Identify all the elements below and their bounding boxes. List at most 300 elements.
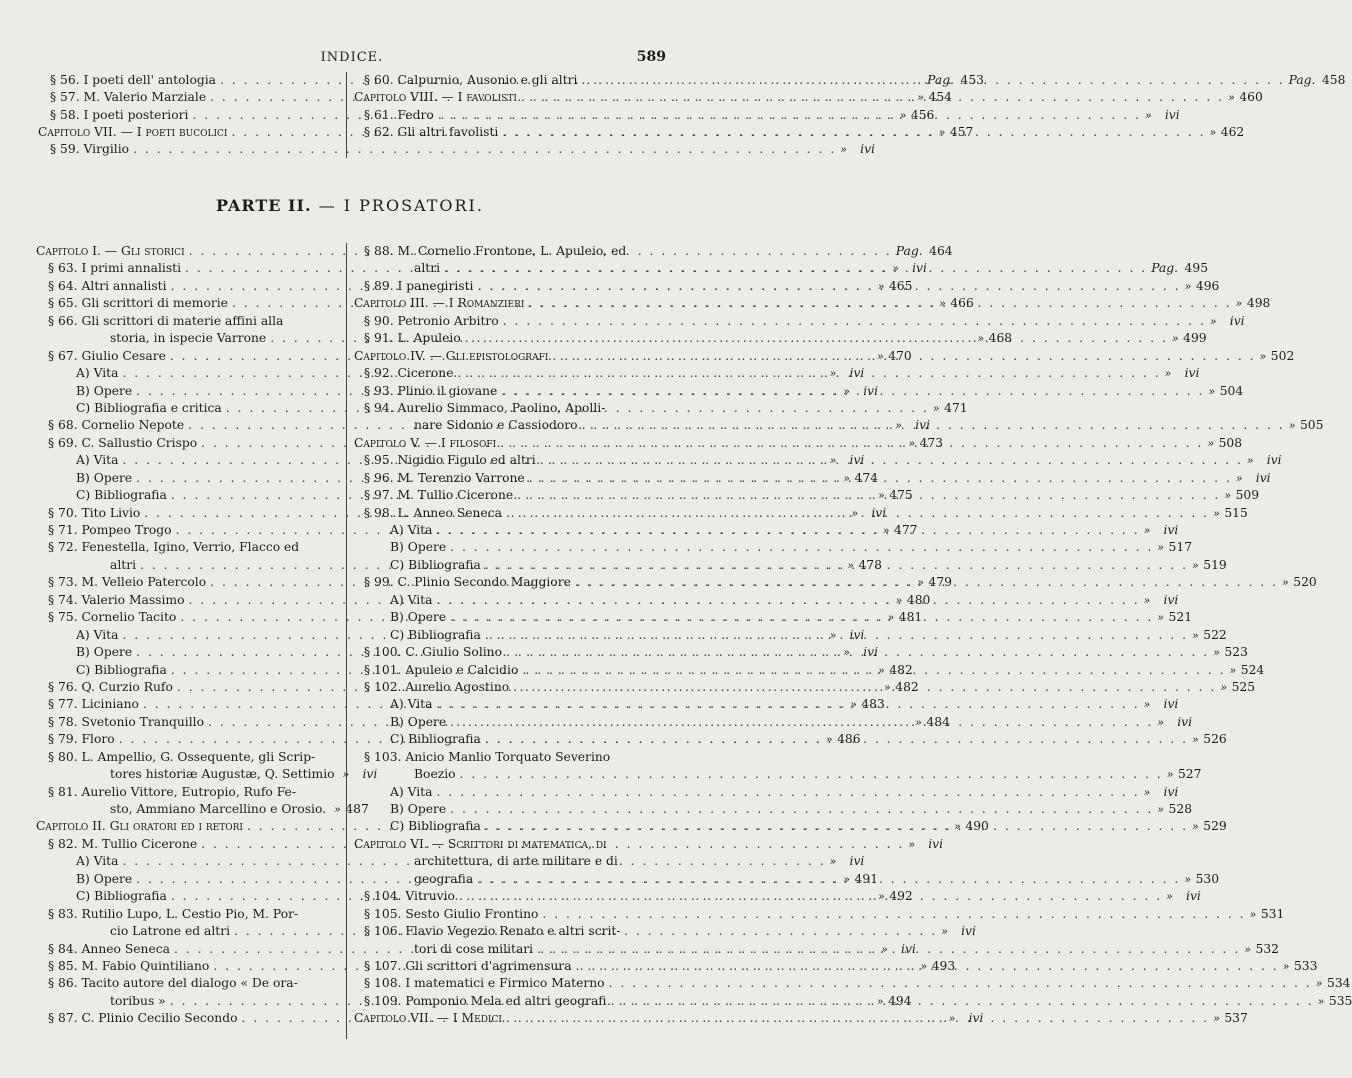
part-title [0,196,700,215]
toc-entry-title: C) Bibliografia [76,488,167,503]
ditto-mark: » [851,506,859,520]
dot-leader [506,644,1209,661]
dot-leader [502,124,1205,141]
toc-page-number: 483 [861,697,885,712]
toc-entry-title: § 61. Fedro [364,107,434,122]
toc-entry-title: C) Bibliografia [390,557,481,572]
toc-page-number: 486 [837,732,861,747]
toc-entry-title: Capitolo VIII. — I favolisti [354,90,517,105]
ditto-mark: » [1192,628,1199,642]
dot-leader [458,365,1161,382]
ditto-mark: » [1288,419,1296,433]
toc-page-number: ivi [860,142,875,157]
toc-page-number: 492 [889,889,913,904]
part-title-prefix: PARTE II. [216,196,312,215]
dot-leader [436,522,1139,539]
ditto-mark: » [1143,785,1151,799]
ditto-mark: » [878,890,885,904]
toc-page-number: 493 [931,958,956,973]
toc-page-number: 517 [1168,540,1193,555]
dot-leader [460,766,1163,783]
toc-entry-title: Capitolo I. — Gli storici [36,244,185,258]
toc-entry [354,243,666,260]
toc-page-number: 457 [949,124,974,139]
ditto-mark: » [1317,994,1325,1008]
toc-entry-title: § 108. I matematici e Firmico Materno [364,976,605,991]
ditto-mark: » [829,367,837,381]
toc-page-number: ivi [968,1011,984,1026]
ditto-mark: » [920,959,928,973]
ditto-mark: » [1164,367,1172,381]
toc-entry-title: altri [414,261,441,276]
dot-leader [517,487,1220,504]
toc-entry [38,141,875,158]
ditto-mark: » [843,471,851,485]
ditto-mark: » [884,680,891,694]
ditto-mark: » [1157,715,1165,729]
ditto-mark: » [1192,733,1199,747]
toc-page-number: ivi [1255,470,1271,485]
toc-entry-title: § 96. M. Terenzio Varrone [364,470,525,485]
toc-entry-title: § 104. Vitruvio [364,889,455,904]
ditto-mark: » [1166,890,1173,904]
toc-page-number: 470 [888,348,912,363]
toc-entry-title: C) Bibliografia [390,627,481,642]
toc-entry-title: § 88. M. Cornelio Frontone, L. Apuleio, ed [364,244,627,258]
toc-page-number: 498 [1246,296,1271,311]
dot-leader [465,330,1168,347]
ditto-mark: » [334,803,341,816]
toc-entry [354,749,666,766]
toc-entry-title: B) Opere [76,470,133,485]
toc-entry-title: C) Bibliografia [390,732,481,747]
dot-leader [450,714,1153,731]
toc-entry-title: sto, Ammiano Marcellino e Orosio. [110,802,327,816]
dot-leader [581,72,1284,89]
ditto-mark: » [1184,872,1192,886]
dot-leader [450,539,1153,556]
dot-leader [459,888,1162,905]
toc-entry [354,923,666,940]
toc-page-number: ivi [1163,523,1179,537]
toc-page-number: ivi [1164,107,1180,122]
toc-entry [36,539,341,556]
dot-leader [575,574,1278,591]
toc-entry-title: § 58. I poeti posteriori [50,107,189,122]
toc-entry-title: § 72. Fenestella, Igino, Verrio, Flacco ed [48,540,300,555]
toc-page-number: 482 [889,662,913,677]
dot-leader [450,801,1153,818]
toc-entry [354,313,1245,330]
toc-entry-title: § 85. M. Fabio Quintiliano [48,958,210,973]
toc-page-number: ivi [849,854,865,869]
toc-page-number: 508 [1218,435,1243,450]
ditto-mark: » [954,820,961,834]
toc-entry-title: § 87. C. Plinio Cecilio Secondo [48,1011,238,1026]
dot-leader [501,383,1204,400]
toc-entry-title: § 77. Liciniano [48,697,139,712]
ditto-mark: » [1166,768,1174,782]
ditto-mark: » [1224,489,1232,503]
dot-leader [478,278,1181,295]
part-title-dash: — [318,196,337,215]
toc-entry [354,784,1179,801]
toc-entry-title: § 68. Cornelio Nepote [48,418,185,433]
toc-page-number: 484 [926,714,950,729]
toc-page-number: ivi [362,767,378,782]
toc-entry-title: § 75. Cornelio Tacito [48,610,177,625]
ditto-mark: » [877,349,884,363]
ditto-mark: » [1213,1012,1220,1026]
toc-entry-title: Boezio [414,767,456,782]
ditto-mark: » [882,524,890,537]
ditto-mark: » [1213,646,1220,660]
ditto-mark: » [847,558,854,572]
toc-entry-title: Capitolo VI. — Scrittori di matematica, di [354,836,607,851]
toc-entry-title: § 102. Aurelio Agostino [364,679,510,694]
toc-entry-title: § 60. Calpurnio, Ausonio e gli altri [364,73,578,87]
toc-entry-title: A) Vita [390,784,433,799]
toc-page-number: 453 [960,73,984,87]
ditto-mark: » [840,143,847,157]
dot-leader [540,452,1243,469]
toc-entry-title: tores historiæ Augustæ, Q. Settimio [110,767,335,782]
ditto-mark: » [938,125,946,139]
ditto-mark: » [1143,593,1151,607]
toc-page-number: 454 [928,90,952,105]
toc-entry [36,749,341,766]
toc-entry-title: Capitolo III. — I Romanzieri [354,296,525,311]
dot-leader [506,1010,1209,1027]
toc-entry [36,784,341,801]
dot-leader [552,348,1255,365]
page-abbrev: Pag. [1151,261,1179,276]
toc-entry-title: B) Opere [76,645,133,660]
toc-page-number: ivi [1229,313,1245,328]
toc-page-number: 495 [1184,261,1209,276]
toc-entry-title: § 105. Sesto Giulio Frontino [364,906,539,921]
ditto-mark: » [887,611,895,625]
ditto-mark: » [878,663,885,677]
toc-page-number: 462 [1220,124,1245,139]
ditto-mark: » [899,108,907,122]
dot-leader [438,107,1141,124]
toc-entry-title: B) Opere [76,871,133,886]
toc-page-number: 490 [965,819,989,834]
toc-entry-title: § 80. L. Ampellio, G. Ossequente, gli Scrip- [48,749,316,764]
dot-leader [133,141,836,158]
toc-page-number: 515 [1224,505,1248,520]
dot-leader [611,993,1314,1010]
toc-page-number: 460 [1239,90,1263,105]
toc-entry-title: § 63. I primi annalisti [48,261,182,276]
ditto-mark: » [892,262,899,276]
ditto-mark: » [1235,297,1243,311]
dot-leader [513,679,1216,696]
toc-entry-title: Capitolo II. Gli oratori ed i retori [36,819,243,834]
toc-entry-title: § 100. C. Giulio Solino [364,645,503,660]
ditto-mark: » [829,454,837,468]
ditto-mark: » [843,646,851,660]
toc-page-number: ivi [915,418,931,433]
ditto-mark: » [1143,698,1151,712]
toc-entry-title: tori di cose militari [414,941,534,956]
toc-page-number: ivi [863,383,879,398]
ditto-mark: » [895,419,903,433]
toc-entry-title: § 109. Pomponio Mela ed altri geografi [364,993,607,1008]
toc-entry-title: § 62. Gli altri favolisti [364,124,499,139]
toc-page-number: 523 [1224,645,1248,660]
ditto-mark: » [908,436,916,450]
toc-entry-title: § 92. Cicerone [364,366,454,381]
toc-entry-title: § 98. L. Anneo Seneca [364,505,502,520]
ditto-mark: » [1171,332,1179,346]
dot-leader [506,505,1209,522]
toc-entry-title: A) Vita [390,697,433,712]
ditto-mark: » [1192,558,1199,572]
dot-leader [485,627,1188,644]
ditto-mark: » [915,715,922,729]
ditto-mark: » [1209,125,1217,139]
toc-entry [354,365,1200,382]
toc-page-number: ivi [901,941,916,956]
toc-entry [354,400,666,417]
toc-entry-title: A) Vita [390,523,433,537]
ditto-mark: » [829,628,837,642]
toc-entry-title: cio Latrone ed altri [110,924,231,939]
toc-page-number: ivi [849,627,865,642]
toc-entry-title: Capitolo VII. — I poeti bucolici [38,124,228,139]
ditto-mark: » [917,576,925,590]
toc-page-number: ivi [1177,714,1193,729]
toc-entry-title: A) Vita [390,592,433,607]
ditto-mark: » [1246,454,1254,468]
toc-entry-title: Capitolo V. — I filosofi [354,435,497,450]
toc-page-number: 471 [944,400,968,415]
toc-entry [36,906,341,923]
toc-page-number: ivi [1184,366,1200,381]
running-title: INDICE. [320,50,384,65]
dot-leader [542,906,1245,923]
toc-entry-title: § 56. I poeti dell' antologia [50,73,216,87]
toc-page-number: 520 [1293,575,1317,590]
toc-page-number: 521 [1168,610,1193,625]
dot-leader [528,295,1231,312]
toc-page-number: 529 [1203,819,1227,834]
dot-leader [529,470,1232,487]
toc-entry-title: § 93. Plinio il giovane [364,383,498,398]
toc-page-number: 524 [1240,662,1265,677]
dot-leader [436,592,1139,609]
toc-entry [354,836,666,853]
ditto-mark: » [1244,942,1251,956]
toc-entry-title: § 65. Gli scrittori di memorie [48,296,228,311]
dot-leader [537,941,1240,958]
toc-entry-title: storia, in ispecie Varrone [110,331,267,346]
ditto-mark: » [1249,907,1257,921]
toc-page-number: 466 [950,296,974,311]
toc-entry-title: B) Opere [390,540,447,555]
toc-entry-title: § 76. Q. Curzio Rufo [48,679,173,694]
ditto-mark: » [881,942,888,956]
toc-entry-title: Capitolo VII. — I Medici [354,1011,502,1026]
dot-leader [485,731,1188,748]
toc-entry-title: § 66. Gli scrittori di materie affini alla [48,313,284,328]
toc-entry-title: § 97. M. Tullio Cicerone [364,488,514,503]
dot-leader [522,662,1225,679]
dot-leader [444,260,1147,277]
toc-entry-title: C) Bibliografia [76,889,167,904]
toc-entry [354,906,1285,923]
toc-page-number: ivi [849,453,865,468]
toc-entry-title: Capitolo IV. — Gli epistolografi [354,348,549,363]
toc-entry-title: C) Bibliografia [390,819,481,834]
toc-entry-title: nare Sidonio e Cassiodoro [414,418,578,433]
toc-page-number: 532 [1255,941,1279,956]
toc-entry-title: § 107. Gli scrittori d'agrimensura [364,958,572,973]
dot-leader [477,871,1180,888]
toc-page-number: 491 [854,871,879,886]
ditto-mark: » [843,872,851,886]
ditto-mark: » [1184,279,1192,293]
ditto-mark: » [977,332,985,346]
toc-entry-title: § 71. Pompeo Trogo [48,523,172,537]
ditto-mark: » [829,855,837,869]
ditto-mark: » [1282,576,1289,590]
dot-leader [521,89,1224,106]
toc-page-number: 458 [1321,73,1346,87]
toc-page-number: 487 [345,802,369,816]
toc-page-number: 496 [1195,278,1220,293]
toc-entry [36,975,341,992]
toc-page-number: 525 [1231,679,1256,694]
ditto-mark: » [932,401,940,415]
toc-page-number: 456 [910,107,935,122]
toc-entry [354,801,1193,818]
ditto-mark: » [948,1012,956,1026]
toc-entry-title: § 79. Floro [48,732,115,747]
toc-entry-title: A) Vita [76,627,119,642]
dot-leader [582,417,1285,434]
ditto-mark: » [1192,820,1199,834]
toc-entry [36,766,378,783]
ditto-mark: » [1144,108,1152,122]
toc-page-number: 533 [1293,958,1318,973]
toc-entry-title: B) Opere [390,610,447,625]
toc-entry-title: § 64. Altri annalisti [48,278,167,293]
ditto-mark: » [843,384,851,398]
ditto-mark: » [1143,524,1151,537]
toc-page-number: 526 [1203,732,1227,747]
toc-page-number: 477 [894,523,918,537]
toc-page-number: 464 [929,244,953,258]
toc-entry-title: B) Opere [76,383,133,398]
toc-page-number: 479 [928,575,953,590]
toc-page-number: 474 [854,470,879,485]
toc-entry-title: § 106. Flavio Vegezio Renato e altri scrit- [364,924,621,939]
dot-leader [500,435,1203,452]
toc-page-number: 527 [1177,767,1202,782]
toc-page-number: 468 [988,331,1013,346]
toc-entry-title: C) Bibliografia e critica [76,400,222,415]
toc-entry [354,853,666,870]
ditto-mark: » [1207,436,1215,450]
toc-entry-title: § 90. Petronio Arbitro [364,313,499,328]
ditto-mark: » [917,91,924,105]
page-header [38,50,666,70]
ditto-mark: » [1157,541,1165,555]
ditto-mark: » [1229,663,1237,677]
page-number: 589 [636,49,666,65]
toc-entry [354,975,1351,992]
toc-page-number: 519 [1203,557,1227,572]
toc-entry-title: architettura, di arte militare e di [414,854,618,869]
toc-entry-title: A) Vita [76,453,119,468]
toc-entry-title: § 82. M. Tullio Cicerone [48,836,198,851]
toc-entry-title: § 101. Apuleio e Calcidio [364,662,519,677]
ditto-mark: » [825,733,833,747]
ditto-mark: » [941,925,948,939]
toc-page-number: 482 [895,679,919,694]
toc-entry-title: § 91. L. Apuleio [364,331,461,346]
toc-page-number: 534 [1327,976,1351,991]
toc-page-number: ivi [1266,453,1282,468]
toc-entry-title: § 74. Valerio Massimo [48,592,185,607]
toc-entry-title: § 73. M. Velleio Patercolo [48,575,207,590]
ditto-mark: » [908,837,916,851]
toc-page-number: 504 [1219,383,1244,398]
toc-entry-title: § 70. Tito Livio [48,505,141,520]
ditto-mark: » [1228,91,1235,105]
toc-page-number: 535 [1328,993,1352,1008]
dot-leader [485,818,1188,835]
toc-page-number: 522 [1203,627,1227,642]
toc-entry-title: toribus » [110,993,166,1008]
toc-entry-title: § 83. Rutilio Lupo, L. Cestio Pio, M. Por- [48,906,299,921]
ditto-mark: » [876,994,884,1008]
ditto-mark: » [1282,959,1290,973]
toc-entry-title: geografia [414,871,474,886]
toc-page-number: ivi [871,505,887,520]
toc-entry [36,801,369,818]
ditto-mark: » [1208,384,1216,398]
ditto-mark: » [1213,506,1220,520]
dot-leader [609,975,1312,992]
toc-page-number: 528 [1168,802,1193,816]
toc-entry-title: B) Opere [390,714,447,729]
toc-entry-title: § 103. Anicio Manlio Torquato Severino [364,749,611,764]
toc-entry-title: § 78. Svetonio Tranquillo [48,714,205,729]
ditto-mark: » [1209,314,1217,328]
toc-entry [354,766,1202,783]
ditto-mark: » [342,768,350,782]
toc-entry-title: A) Vita [76,366,119,381]
main-column-divider [346,243,347,1039]
toc-entry-title: § 95. Nigidio Figulo ed altri [364,453,536,468]
toc-entry-title: C) Bibliografia [76,662,167,677]
toc-page-number: ivi [1163,592,1179,607]
toc-page-number: ivi [961,924,976,939]
toc-entry-title: altri [110,557,137,572]
toc-page-number: ivi [1163,784,1179,799]
top-column-divider [346,72,347,158]
dot-leader [436,696,1139,713]
toc-page-number: 509 [1235,488,1260,503]
toc-entry-title: § 84. Anneo Seneca [48,941,170,956]
toc-entry [354,539,1193,556]
toc-entry-title: § 57. M. Valerio Marziale [50,90,207,105]
toc-page-number: 465 [888,278,913,293]
